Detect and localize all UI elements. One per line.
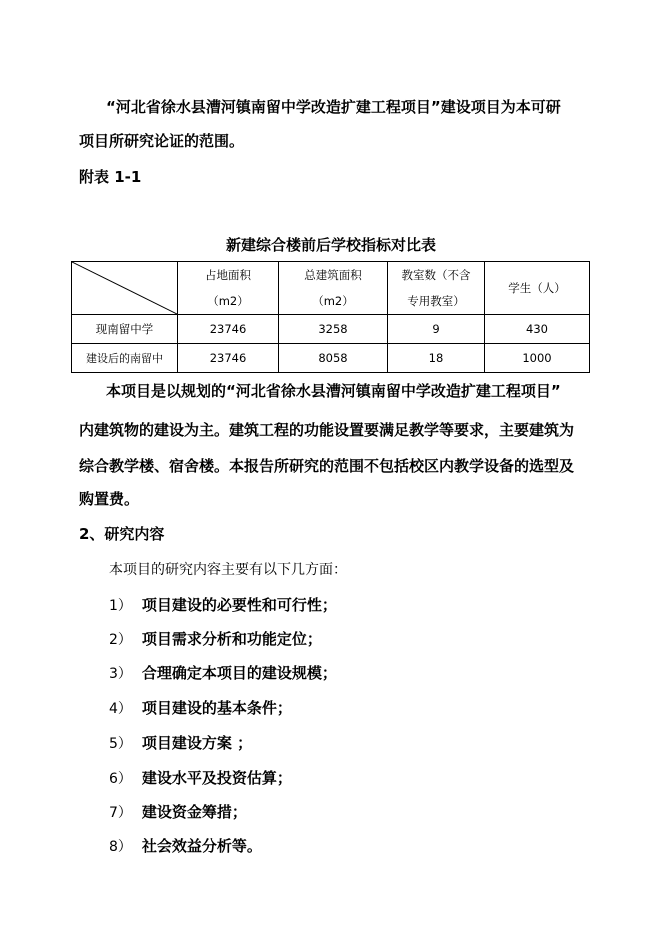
scope-line-2: 内建筑物的建设为主。建筑工程的功能设置要满足教学等要求，主要建筑为 [79, 421, 575, 439]
list-item-number: 6） [109, 771, 132, 787]
comparison-table [71, 261, 590, 373]
list-item-number: 3） [109, 666, 132, 682]
list-item-text: 项目建设方案 ； [141, 734, 253, 752]
list-item-number: 1） [109, 598, 132, 614]
table-cell: 23746 [178, 315, 279, 344]
scope-line-3: 综合教学楼、宿舍楼。本报告所研究的范围不包括校区内教学设备的选型及 [79, 457, 575, 475]
header-students-line1: 学生（人） [508, 281, 566, 295]
header-students [485, 262, 590, 315]
list-item [109, 697, 292, 718]
table-cell: 1000 [485, 344, 590, 373]
row-label: 现南留中学 [72, 315, 178, 344]
header-building-area [279, 262, 388, 315]
table-cell: 23746 [178, 344, 279, 373]
list-item [109, 662, 337, 683]
scope-line-4: 购置费。 [79, 490, 140, 508]
list-item-number: 5） [109, 736, 132, 752]
list-item-text: 建设资金筹措； [141, 803, 247, 821]
list-item [109, 767, 292, 788]
list-item-text: 项目需求分析和功能定位； [141, 630, 322, 648]
scope-line-1: 本项目是以规划的“河北省徐水县漕河镇南留中学改造扩建工程项目” [106, 382, 561, 400]
table-row [72, 315, 590, 344]
row-label: 建设后的南留中 [72, 344, 178, 373]
list-item-text: 项目建设的必要性和可行性； [141, 596, 337, 614]
diagonal-header-cell [72, 262, 178, 315]
list-item-text: 合理确定本项目的建设规模； [141, 664, 337, 682]
list-item-text: 项目建设的基本条件； [141, 699, 292, 717]
section-intro: 本项目的研究内容主要有以下几方面： [109, 562, 347, 578]
list-item-number: 8） [109, 839, 132, 855]
intro-line-1: “河北省徐水县漕河镇南留中学改造扩建工程项目”建设项目为本可研 [106, 98, 561, 116]
list-item [109, 594, 337, 615]
table-cell: 9 [388, 315, 485, 344]
list-item-number: 7） [109, 805, 132, 821]
table-header-row [72, 262, 590, 315]
table-row [72, 344, 590, 373]
list-item [109, 732, 252, 753]
list-item [109, 801, 247, 822]
list-item [109, 628, 322, 649]
intro-line-2: 项目所研究论证的范围。 [79, 132, 245, 150]
table-title: 新建综合楼前后学校指标对比表 [225, 236, 436, 254]
list-item-number: 4） [109, 701, 132, 717]
list-item-text: 社会效益分析等。 [141, 837, 262, 855]
list-item-number: 2） [109, 632, 132, 648]
appendix-label: 附表 1-1 [79, 168, 142, 186]
header-building-area-line2: （m2） [312, 294, 354, 308]
list-item [109, 835, 262, 856]
table-cell: 18 [388, 344, 485, 373]
header-classrooms-line2: 专用教室） [407, 294, 465, 308]
table-cell: 8058 [279, 344, 388, 373]
header-classrooms [388, 262, 485, 315]
table-cell: 430 [485, 315, 590, 344]
header-land-area-line2: （m2） [207, 294, 249, 308]
diagonal-line [72, 262, 177, 314]
section-heading: 2、研究内容 [79, 525, 165, 543]
header-land-area-line1: 占地面积 [205, 268, 251, 282]
list-item-text: 建设水平及投资估算； [141, 769, 292, 787]
header-classrooms-line1: 教室数（不含 [401, 268, 471, 282]
table-cell: 3258 [279, 315, 388, 344]
header-land-area [178, 262, 279, 315]
header-building-area-line1: 总建筑面积 [304, 268, 362, 282]
